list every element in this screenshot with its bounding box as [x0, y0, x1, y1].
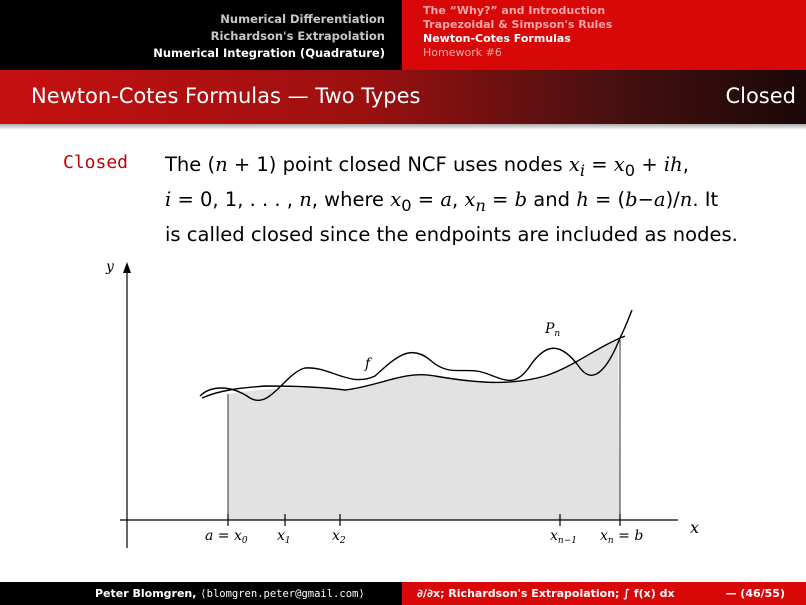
text-fragment: = 0, 1, . . . , [171, 187, 300, 211]
footer-author-block [95, 587, 365, 600]
text-fragment: + 1) point closed NCF uses nodes [227, 153, 569, 176]
math-sub-n: n [475, 195, 486, 215]
text-fragment: is called closed since the endpoints are included as nodes. [165, 222, 738, 246]
top-navigation [0, 0, 806, 70]
subsection-nav [402, 0, 806, 70]
text-fragment: The ( [165, 153, 216, 176]
y-axis-arrow [123, 262, 131, 273]
pn-label-main: P [545, 321, 555, 337]
text-fragment: , [451, 187, 465, 211]
text-fragment: = [585, 153, 614, 176]
tick-label-sub: 1 [284, 536, 291, 546]
text-fragment: = [485, 187, 515, 211]
math-b: b [514, 187, 528, 211]
text-fragment: , where [311, 187, 391, 211]
math-a: a [440, 187, 452, 211]
definition-text [165, 150, 745, 249]
tick-label-xn-1 [550, 528, 577, 546]
text-fragment: and [527, 187, 577, 211]
math-n: n [679, 187, 693, 211]
math-n: n [299, 187, 312, 211]
definition-label: Closed [63, 152, 129, 173]
page-number: — (46/55) [725, 587, 785, 600]
text-fragment: − [637, 187, 654, 211]
tick-label-main: a = x [205, 528, 242, 544]
text-fragment: , [682, 153, 689, 176]
integral-shaded-region [228, 340, 620, 520]
tick-label-sub: n−1 [557, 536, 577, 546]
footer-bar [0, 582, 806, 605]
tick-label-xn [600, 528, 643, 546]
nav-section-richardson[interactable]: Richardson's Extrapolation [210, 29, 385, 43]
math-ih: ih [663, 153, 683, 176]
nav-section-integration[interactable]: Numerical Integration (Quadrature) [153, 46, 385, 60]
footer-topic-panel [402, 582, 806, 605]
math-h: h [576, 187, 589, 211]
math-sub-i: i [579, 160, 586, 180]
text-fragment: + [635, 153, 664, 176]
math-x: x [613, 153, 625, 176]
tick-label-sub: 0 [241, 536, 248, 546]
text-fragment: = [411, 187, 441, 211]
f-label: f [365, 356, 371, 372]
tick-label-tail: = b [613, 528, 644, 544]
section-nav [0, 0, 402, 70]
tick-label-x0 [205, 528, 248, 546]
nav-subsection-homework[interactable]: Homework #6 [423, 46, 502, 59]
math-sub-0: 0 [624, 160, 636, 180]
tick-label-x2 [332, 528, 346, 546]
math-i: i [165, 187, 172, 211]
tick-label-main: x [600, 528, 608, 544]
footer-author: Peter Blomgren, [95, 587, 197, 600]
tick-label-sub: 2 [339, 536, 346, 546]
pn-label [544, 321, 560, 339]
text-fragment: = ( [588, 187, 626, 211]
math-n: n [215, 153, 228, 176]
math-a: a [653, 187, 666, 211]
math-b: b [625, 187, 638, 211]
nav-subsection-why[interactable]: The “Why?” and Introduction [423, 4, 606, 17]
x-axis-label: x [690, 518, 700, 537]
footer-email: ⟨blomgren.peter@gmail.com⟩ [200, 588, 365, 600]
frame-title-bar [0, 70, 806, 124]
pn-label-sub: n [554, 329, 561, 339]
tick-label-main: x [277, 528, 285, 544]
text-fragment: . It [692, 187, 719, 211]
nav-section-differentiation[interactable]: Numerical Differentiation [220, 12, 385, 26]
text-fragment: )/ [665, 187, 680, 211]
math-x: x [464, 187, 476, 211]
nav-subsection-trapezoidal[interactable]: Trapezoidal & Simpson's Rules [423, 18, 613, 31]
frame-tag: Closed [725, 84, 796, 108]
tick-label-x1 [277, 528, 291, 546]
math-x: x [568, 153, 580, 176]
tick-label-main: x [332, 528, 340, 544]
nav-subsection-newton-cotes[interactable]: Newton-Cotes Formulas [423, 32, 571, 45]
footer-topic: ∂/∂x; Richardson's Extrapolation; ∫ f(x) dx [417, 587, 675, 600]
frame-title: Newton-Cotes Formulas — Two Types [31, 84, 421, 108]
math-sub-0: 0 [401, 195, 412, 215]
tick-label-sub: n [607, 536, 614, 546]
title-shadow [0, 124, 806, 130]
ncf-figure [90, 248, 720, 558]
y-axis-label: y [106, 259, 114, 275]
math-x: x [390, 187, 402, 211]
tick-label-main: x [550, 528, 558, 544]
